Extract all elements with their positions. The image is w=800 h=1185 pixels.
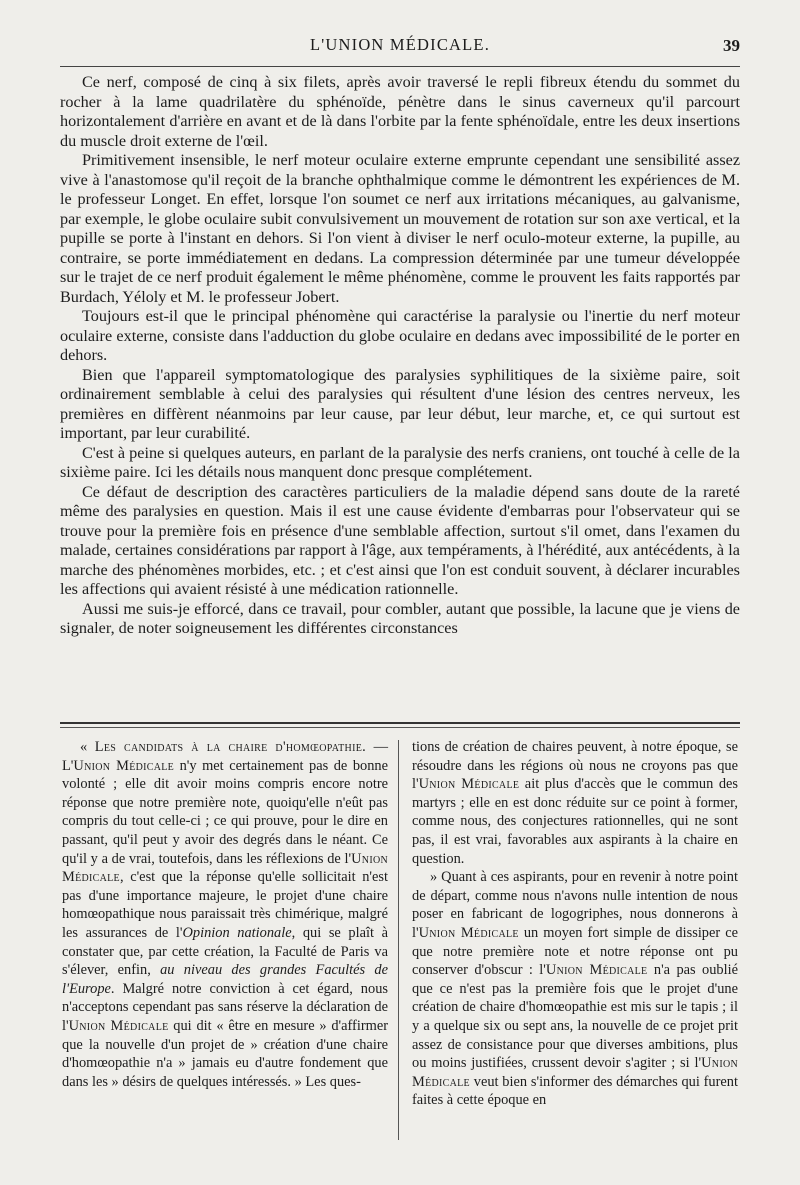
- text-run: n'a pas oublié que ce n'est pas la première fois que le projet d'une création de chaire d'homœopathie est mis sur le tapis ; il y a quelque six ou sept ans, la nouvelle de ce projet prit assez de consistance pour que diverses ambitions, plus ou moins justifiées, crussent devoir s'agiter ; si l': [412, 962, 739, 1072]
- paragraph: Ce nerf, composé de cinq à six filets, après avoir traversé le repli fibreux étendu du sommet du rocher à la lame quadrilatère du sphénoïde, pénètre dans le sinus caverneux qu'il parcourt horizontalement d'arrière en avant et de là dans l'orbite par la fente sphénoïdale, entre les deux insertions du muscle droit externe de l'œil.: [60, 73, 740, 150]
- feuilleton-paragraph: [412, 868, 738, 1110]
- paragraph: Bien que l'appareil symptomatologique des paralysies syphilitiques de la sixième paire, soit ordinairement semblable à celui des paralysies qui résultent d'une lésion des centres nerveux, les premières en diffèrent néanmoins par leur cause, par leur début, leur marche, et, ce qui surtout est important, par leur curabilité.: [60, 365, 740, 442]
- italic-title: Opinion nationale: [182, 924, 292, 941]
- page-header: [60, 30, 740, 62]
- main-article-text: [60, 73, 740, 639]
- feuilleton-heading: Les candidats à la chaire d'homœopathie.: [94, 739, 367, 755]
- page-number: 39: [723, 36, 740, 55]
- paragraph: Primitivement insensible, le nerf moteur oculaire externe emprunte cependant une sensibilité assez vive à l'anastomose qu'il reçoit de la branche ophthalmique comme le démontrent les expériences de M. le professeur Longet. En effet, lorsque l'on soumet ce nerf aux irritations mécaniques, au galvanisme, par exemple, le globe oculaire subit convulsivement un mouvement de rotation sur son axe vertical, et la pupille se porte à l'instant en dehors. Si l'on vient à diviser le nerf oculo-moteur externe, la pupille, au contraire, se porte immédiatement en dedans. La compression déterminée par une tumeur développée sur le trajet de ce nerf produit également le même phénomène, comme le prouvent les faits rapportés par Burdach, Yéloly et M. le professeur Jobert.: [60, 151, 740, 306]
- journal-name: Union Médicale: [68, 1017, 169, 1034]
- feuilleton-rule: [60, 722, 740, 724]
- journal-name: Union Médicale: [418, 776, 520, 793]
- paragraph: Toujours est-il que le principal phénomène qui caractérise la paralysie ou l'inertie du nerf moteur oculaire externe, consiste dans l'adduction du globe oculaire en dedans avec impossibilité de le porter en dehors.: [60, 307, 740, 364]
- header-rule: [60, 66, 740, 67]
- text-run: veut bien s'informer des démarches qui furent faites à cette époque en: [412, 1073, 738, 1109]
- paragraph: C'est à peine si quelques auteurs, en parlant de la paralysie des nerfs craniens, ont touché à celle de la sixième paire. Ici les détails nous manquent donc presque complétement.: [60, 443, 740, 481]
- paragraph: Ce défaut de description des caractères particuliers de la maladie dépend sans doute de la rareté même des paralysies en question. Mais il est une cause évidente d'embarras pour l'observateur qui se trouve pour la première fois en présence d'une semblable affection, surtout s'il omet, dans l'examen du malade, certaines considérations par rapport à l'âge, aux tempéraments, à l'hérédité, aux antécédents, à la marche des phénomènes morbides, etc. ; et c'est ainsi que l'on est conduit souvent, à déclarer incurables les affections qui avaient résisté à une médication rationnelle.: [60, 482, 740, 598]
- text-run: , c'est que la réponse qu'elle sollicitait n'est pas d'une importance majeure, le projet d'une chaire homœopathique nous paraissait très chimérique, malgré les assurances de l': [62, 869, 388, 941]
- text-run: — L': [62, 739, 389, 774]
- feuilleton-paragraph: [62, 738, 388, 1091]
- text-run: tions de création de chaires peuvent, à notre époque, se résoudre dans les régions où nous ne croyons pas que l': [412, 739, 738, 793]
- text-run: ait plus d'accès que le commun des martyrs ; elle en est donc réduite sur ce point à former, comme nous, des conjectures rationnelles, qui ne sont pas, il est vrai, favorables aux aspirants à la chaire en question.: [412, 776, 739, 867]
- feuilleton-right-column: [412, 738, 738, 1110]
- feuilleton-rule-thin: [60, 727, 740, 728]
- text-run: n'y met certainement pas de bonne volonté ; elle dit avoir moins compris encore notre réponse que notre première note, quoiqu'elle n'eût pas compris du tout celle-ci ; ce qui prouve, pour le dire en passant, qu'il peut y avoir des degrés dans le néant. Ce qu'il y a de vrai, toutefois, dans les réflexions de l': [62, 757, 389, 867]
- text-run: un moyen fort simple de dissiper ce que notre première note et notre réponse ont pu conserver d'obscur : l': [412, 924, 739, 979]
- journal-name: Union Médicale: [62, 850, 388, 886]
- feuilleton-paragraph: [412, 738, 738, 868]
- feuilleton-left-column: [62, 738, 388, 1091]
- journal-name: Union Médicale: [545, 962, 648, 979]
- column-divider: [398, 740, 399, 1140]
- text-run: «: [80, 739, 95, 755]
- journal-name: Union Médicale: [412, 1055, 738, 1090]
- text-run: . Malgré notre conviction à cet égard, nous n'acceptons cependant pas sans réserve la déclaration de l': [62, 980, 388, 1034]
- running-title: L'UNION MÉDICALE.: [309, 35, 491, 54]
- text-run: » Quant à ces aspirants, pour en revenir à notre point de départ, comme nous n'avons nulle intention de nous poser en fabricant de logogriphes, nous donnerons à l': [412, 869, 738, 941]
- italic-phrase: au niveau des grandes Facultés de l'Europe: [62, 962, 388, 997]
- text-run: qui dit « être en mesure » d'affirmer que la nouvelle d'un projet de » création d'une chaire d'homœopathie n'a » jamais eu d'autre fondement que dans les » désirs de quelques intéressés. » Les ques-: [62, 1017, 388, 1090]
- journal-name: Union Médicale: [73, 757, 175, 774]
- paragraph: Aussi me suis-je efforcé, dans ce travail, pour combler, autant que possible, la lacune que je viens de signaler, de noter soigneusement les différentes circonstances: [60, 599, 740, 637]
- text-run: , qui se plaît à constater que, par cette création, la Faculté de Paris va s'élever, enfin,: [62, 924, 388, 979]
- journal-name: Union Médicale: [418, 924, 519, 941]
